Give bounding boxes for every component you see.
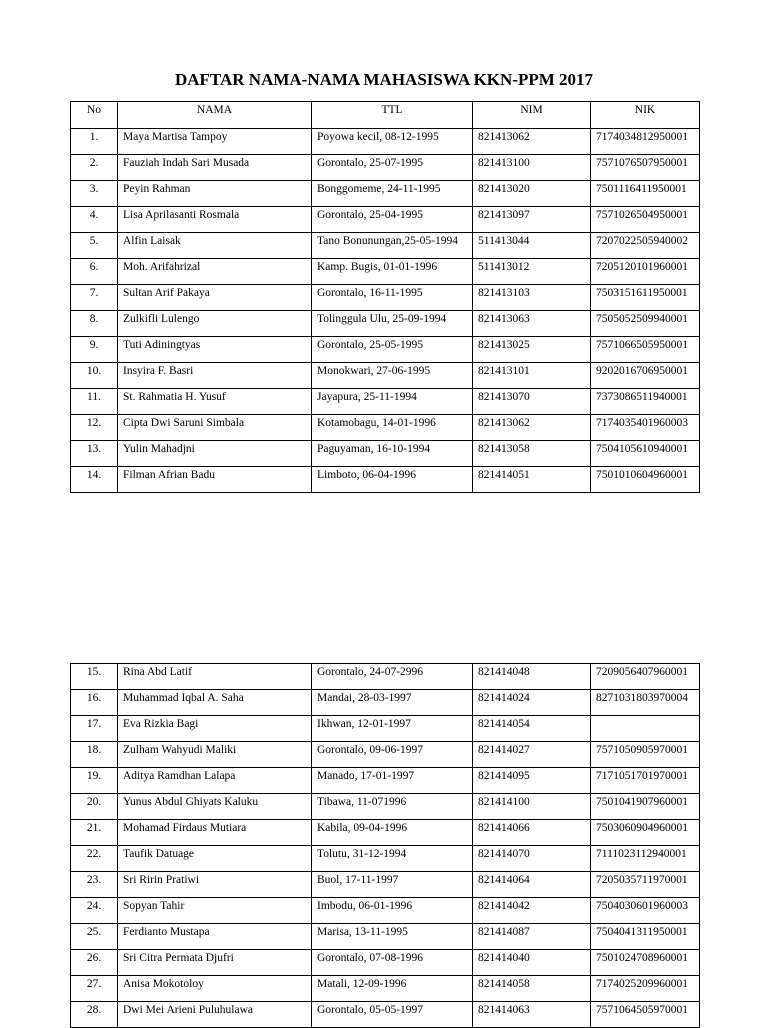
cell-nik: 7205035711970001 [591,872,700,898]
table-row [71,441,700,467]
cell-no: 10. [71,363,118,389]
cell-no: 21. [71,820,118,846]
cell-nik: 7504030601960003 [591,898,700,924]
cell-nik: 8271031803970004 [591,690,700,716]
cell-nama: Sri Citra Permata Djufri [118,950,312,976]
cell-nim: 821414064 [473,872,591,898]
cell-nik: 7571064505970001 [591,1002,700,1028]
header-nama: NAMA [118,102,312,129]
cell-no: 11. [71,389,118,415]
table-row [71,415,700,441]
cell-nik: 7174034812950001 [591,129,700,155]
cell-nama: Sultan Arif Pakaya [118,285,312,311]
cell-no: 9. [71,337,118,363]
cell-no: 15. [71,664,118,690]
cell-ttl: Gorontalo, 09-06-1997 [312,742,473,768]
cell-no: 13. [71,441,118,467]
cell-no: 1. [71,129,118,155]
cell-nim: 821414070 [473,846,591,872]
cell-nim: 821413100 [473,155,591,181]
table-row [71,820,700,846]
table-row [71,181,700,207]
cell-nama: Maya Martisa Tampoy [118,129,312,155]
student-table-2 [70,663,700,1028]
cell-nim: 821414027 [473,742,591,768]
cell-nama: Fauziah Indah Sari Musada [118,155,312,181]
cell-nim: 821414040 [473,950,591,976]
cell-nik: 7571076507950001 [591,155,700,181]
cell-nim: 821414100 [473,794,591,820]
table-row [71,129,700,155]
table-row [71,363,700,389]
cell-nama: Zulham Wahyudi Maliki [118,742,312,768]
cell-ttl: Gorontalo, 07-08-1996 [312,950,473,976]
cell-nama: Zulkifli Lulengo [118,311,312,337]
table-row [71,311,700,337]
cell-no: 17. [71,716,118,742]
cell-nim: 821414051 [473,467,591,493]
cell-nim: 821413097 [473,207,591,233]
cell-nik: 7171051701970001 [591,768,700,794]
cell-ttl: Mandai, 28-03-1997 [312,690,473,716]
cell-nim: 821413025 [473,337,591,363]
cell-ttl: Limboto, 06-04-1996 [312,467,473,493]
table-row [71,259,700,285]
cell-nim: 511413012 [473,259,591,285]
cell-nik: 7207022505940002 [591,233,700,259]
cell-no: 4. [71,207,118,233]
cell-nama: Muhammad Iqbal A. Saha [118,690,312,716]
cell-nim: 821413062 [473,129,591,155]
cell-no: 25. [71,924,118,950]
cell-no: 20. [71,794,118,820]
table-row [71,155,700,181]
cell-nim: 821414054 [473,716,591,742]
cell-nama: Rina Abd Latif [118,664,312,690]
cell-ttl: Kotamobagu, 14-01-1996 [312,415,473,441]
cell-ttl: Tolinggula Ulu, 25-09-1994 [312,311,473,337]
cell-nama: Cipta Dwi Saruni Simbala [118,415,312,441]
cell-no: 24. [71,898,118,924]
cell-nik: 7174035401960003 [591,415,700,441]
cell-nik: 7209056407960001 [591,664,700,690]
header-no: No [71,102,118,129]
cell-nik: 7571066505950001 [591,337,700,363]
table-row [71,690,700,716]
cell-no: 27. [71,976,118,1002]
cell-nik: 7503060904960001 [591,820,700,846]
table-row [71,846,700,872]
cell-nim: 821414058 [473,976,591,1002]
cell-no: 12. [71,415,118,441]
cell-ttl: Tolutu, 31-12-1994 [312,846,473,872]
cell-no: 16. [71,690,118,716]
cell-no: 28. [71,1002,118,1028]
cell-nik: 7205120101960001 [591,259,700,285]
cell-no: 22. [71,846,118,872]
cell-nim: 511413044 [473,233,591,259]
cell-ttl: Jayapura, 25-11-1994 [312,389,473,415]
header-nik: NIK [591,102,700,129]
cell-nama: Tuti Adiningtyas [118,337,312,363]
cell-nik: 7501010604960001 [591,467,700,493]
cell-nim: 821414066 [473,820,591,846]
cell-nama: Aditya Ramdhan Lalapa [118,768,312,794]
table-header-row [71,102,700,129]
table-row [71,467,700,493]
cell-nim: 821413101 [473,363,591,389]
cell-nim: 821414048 [473,664,591,690]
cell-nik: 7504105610940001 [591,441,700,467]
cell-no: 14. [71,467,118,493]
cell-nama: Yunus Abdul Ghiyats Kaluku [118,794,312,820]
cell-ttl: Kabila, 09-04-1996 [312,820,473,846]
cell-nama: Lisa Aprilasanti Rosmala [118,207,312,233]
cell-ttl: Tibawa, 11-071996 [312,794,473,820]
cell-nik: 7503151611950001 [591,285,700,311]
cell-no: 6. [71,259,118,285]
cell-nama: Filman Afrian Badu [118,467,312,493]
cell-ttl: Bonggomeme, 24-11-1995 [312,181,473,207]
cell-nim: 821414087 [473,924,591,950]
cell-ttl: Poyowa kecil, 08-12-1995 [312,129,473,155]
page-title: DAFTAR NAMA-NAMA MAHASISWA KKN-PPM 2017 [174,70,594,89]
cell-nik: 7501116411950001 [591,181,700,207]
cell-nama: Taufik Datuage [118,846,312,872]
cell-ttl: Gorontalo, 16-11-1995 [312,285,473,311]
cell-nama: Ferdianto Mustapa [118,924,312,950]
cell-no: 3. [71,181,118,207]
cell-nim: 821413103 [473,285,591,311]
cell-ttl: Kamp. Bugis, 01-01-1996 [312,259,473,285]
header-nim: NIM [473,102,591,129]
table-row [71,976,700,1002]
cell-no: 8. [71,311,118,337]
cell-nim: 821413062 [473,415,591,441]
cell-no: 7. [71,285,118,311]
table-row [71,768,700,794]
cell-nama: Eva Rizkia Bagi [118,716,312,742]
cell-nim: 821414095 [473,768,591,794]
cell-nik: 7505052509940001 [591,311,700,337]
cell-nama: Anisa Mokotoloy [118,976,312,1002]
cell-ttl: Marisa, 13-11-1995 [312,924,473,950]
cell-no: 2. [71,155,118,181]
cell-no: 26. [71,950,118,976]
cell-nik: 7111023112940001 [591,846,700,872]
cell-nama: Yulin Mahadjni [118,441,312,467]
cell-ttl: Matali, 12-09-1996 [312,976,473,1002]
cell-ttl: Manado, 17-01-1997 [312,768,473,794]
table-row [71,924,700,950]
cell-nama: Moh. Arifahrizal [118,259,312,285]
cell-nama: Mohamad Firdaus Mutiara [118,820,312,846]
cell-nik: 9202016706950001 [591,363,700,389]
cell-nik: 7571026504950001 [591,207,700,233]
cell-nik [591,716,700,742]
table-row [71,664,700,690]
cell-nama: St. Rahmatia H. Yusuf [118,389,312,415]
table-row [71,742,700,768]
header-ttl: TTL [312,102,473,129]
cell-nik: 7504041311950001 [591,924,700,950]
table-row [71,898,700,924]
cell-nim: 821413058 [473,441,591,467]
cell-ttl: Buol, 17-11-1997 [312,872,473,898]
cell-nama: Dwi Mei Arieni Puluhulawa [118,1002,312,1028]
student-table-1 [70,101,700,493]
table-row [71,389,700,415]
cell-ttl: Gorontalo, 05-05-1997 [312,1002,473,1028]
cell-no: 18. [71,742,118,768]
cell-nik: 7501041907960001 [591,794,700,820]
cell-ttl: Monokwari, 27-06-1995 [312,363,473,389]
cell-nama: Alfin Laisak [118,233,312,259]
cell-nik: 7373086511940001 [591,389,700,415]
cell-nim: 821414063 [473,1002,591,1028]
cell-ttl: Gorontalo, 25-04-1995 [312,207,473,233]
table-row [71,794,700,820]
table-row [71,207,700,233]
cell-nim: 821414042 [473,898,591,924]
cell-ttl: Paguyaman, 16-10-1994 [312,441,473,467]
table-row [71,950,700,976]
cell-ttl: Tano Bonunungan,25-05-1994 [312,233,473,259]
cell-nama: Sri Ririn Pratiwi [118,872,312,898]
table-row [71,233,700,259]
cell-nama: Insyira F. Basri [118,363,312,389]
table-row [71,337,700,363]
cell-nim: 821413063 [473,311,591,337]
table-row [71,872,700,898]
cell-nik: 7174025209960001 [591,976,700,1002]
cell-ttl: Gorontalo, 25-05-1995 [312,337,473,363]
cell-ttl: Imbodu, 06-01-1996 [312,898,473,924]
table-row [71,285,700,311]
cell-nama: Peyin Rahman [118,181,312,207]
cell-nik: 7571050905970001 [591,742,700,768]
cell-ttl: Ikhwan, 12-01-1997 [312,716,473,742]
cell-nik: 7501024708960001 [591,950,700,976]
table-row [71,716,700,742]
cell-nim: 821413070 [473,389,591,415]
cell-nim: 821413020 [473,181,591,207]
cell-no: 5. [71,233,118,259]
cell-nim: 821414024 [473,690,591,716]
cell-no: 23. [71,872,118,898]
cell-ttl: Gorontalo, 24-07-2996 [312,664,473,690]
cell-ttl: Gorontalo, 25-07-1995 [312,155,473,181]
cell-nama: Sopyan Tahir [118,898,312,924]
cell-no: 19. [71,768,118,794]
